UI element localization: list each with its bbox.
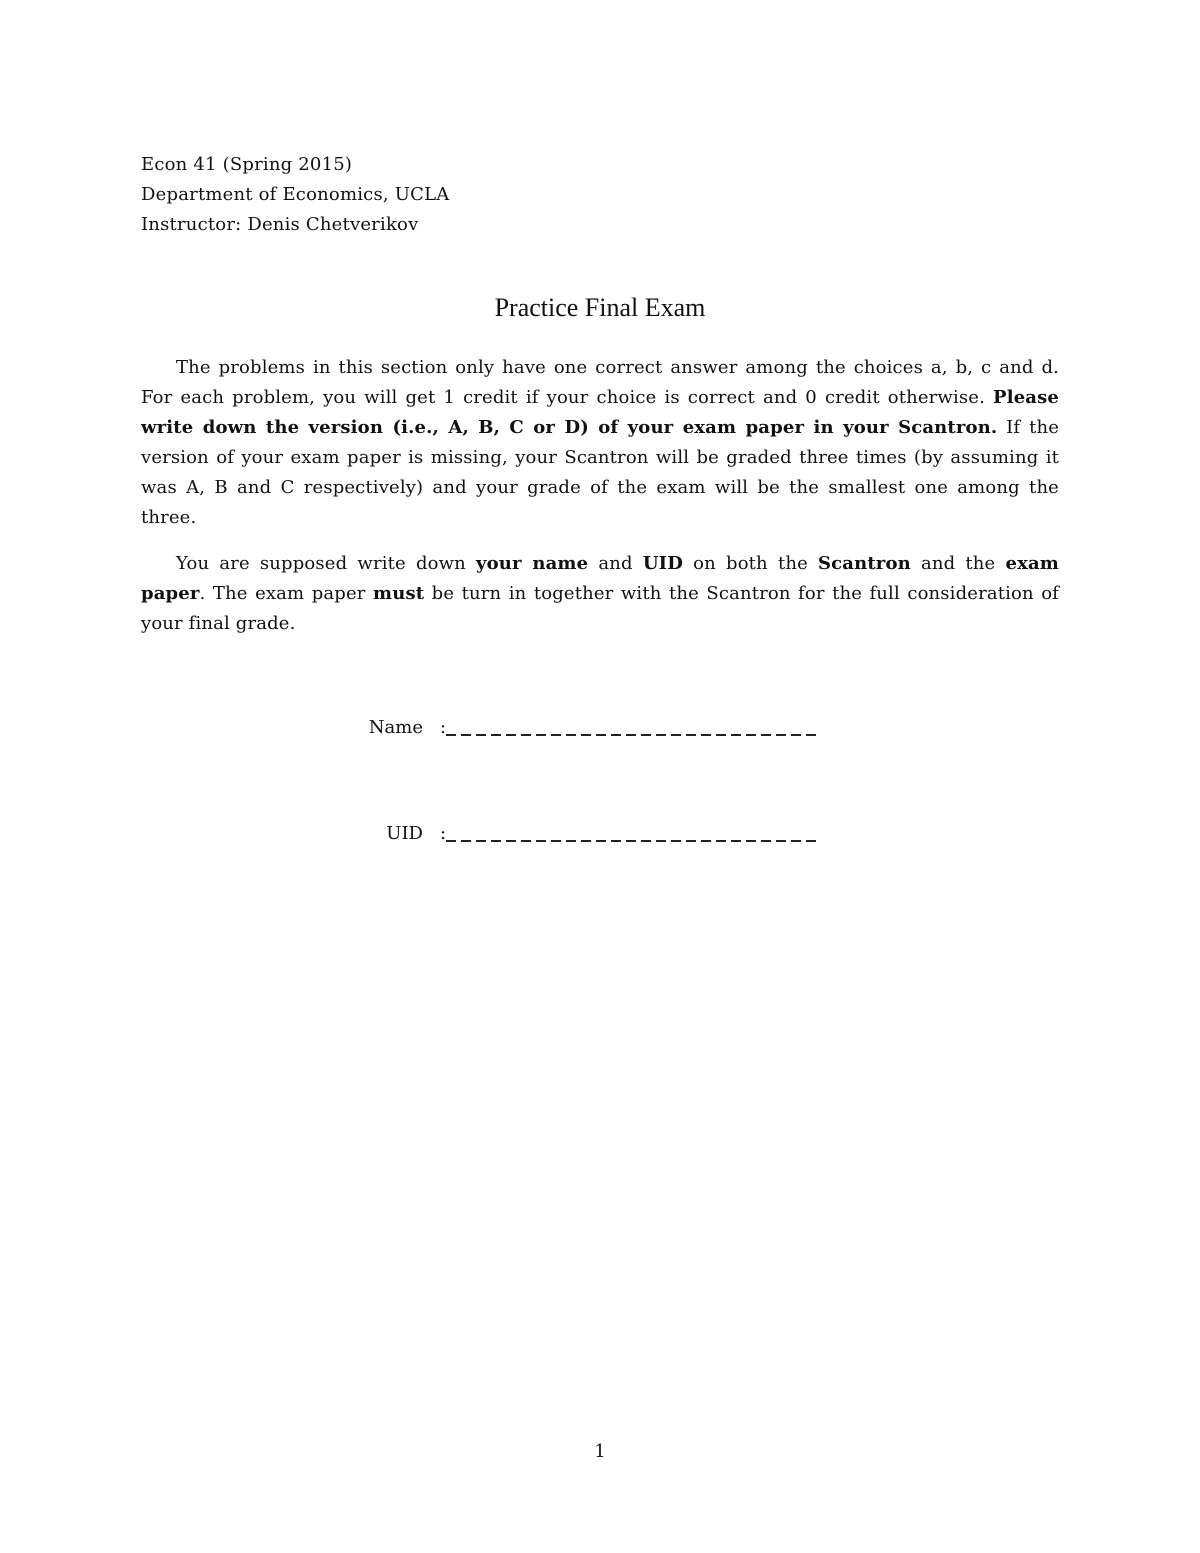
name-label-box (343, 713, 423, 743)
submission-bold: exam paper (141, 553, 1059, 604)
submission-text: . The exam paper (199, 583, 374, 604)
uid-label-box (343, 819, 423, 849)
submission-text: You are supposed write down (176, 553, 477, 574)
uid-label: UID (386, 823, 423, 844)
submission-bold: must (373, 583, 425, 604)
submission-bold: Scantron (818, 553, 911, 574)
course-header (141, 150, 449, 240)
page-title: Practice Final Exam (494, 293, 706, 322)
instructor-line: Instructor: Denis Chetverikov (141, 214, 419, 235)
submission-text: on both the (683, 553, 819, 574)
name-label: Name (368, 717, 423, 738)
department-line: Department of Economics, UCLA (141, 184, 450, 205)
submission-text: and (588, 553, 643, 574)
submission-text: and the (910, 553, 1006, 574)
submission-paragraph (141, 549, 1059, 639)
instructions-text-2: If the version of your exam paper is missing, your Scantron will be graded three times (by assuming it was A, B and C respectively) and your grade of the exam will be the smallest one among the three. (141, 417, 1060, 528)
submission-bold: your name (476, 553, 589, 574)
submission-text: be turn in together with the Scantron for the full consideration of your final grade. (141, 583, 1059, 634)
instructions-text-1: The problems in this section only have one correct answer among the choices a, b, c and d. For each problem, you will get 1 credit if your choice is correct and 0 credit otherwise. (141, 357, 1059, 408)
uid-blank-line[interactable] (446, 840, 818, 842)
name-blank-line[interactable] (446, 734, 818, 736)
uid-separator: : (440, 823, 447, 844)
instructions-bold-version: Please write down the version (i.e., A, B, C or D) of your exam paper in your Scantron. (141, 387, 1059, 438)
name-separator: : (440, 717, 447, 738)
submission-bold: UID (642, 553, 683, 574)
course-line: Econ 41 (Spring 2015) (141, 154, 353, 175)
page-number: 1 (594, 1441, 606, 1462)
instructions-paragraph (141, 353, 1059, 533)
